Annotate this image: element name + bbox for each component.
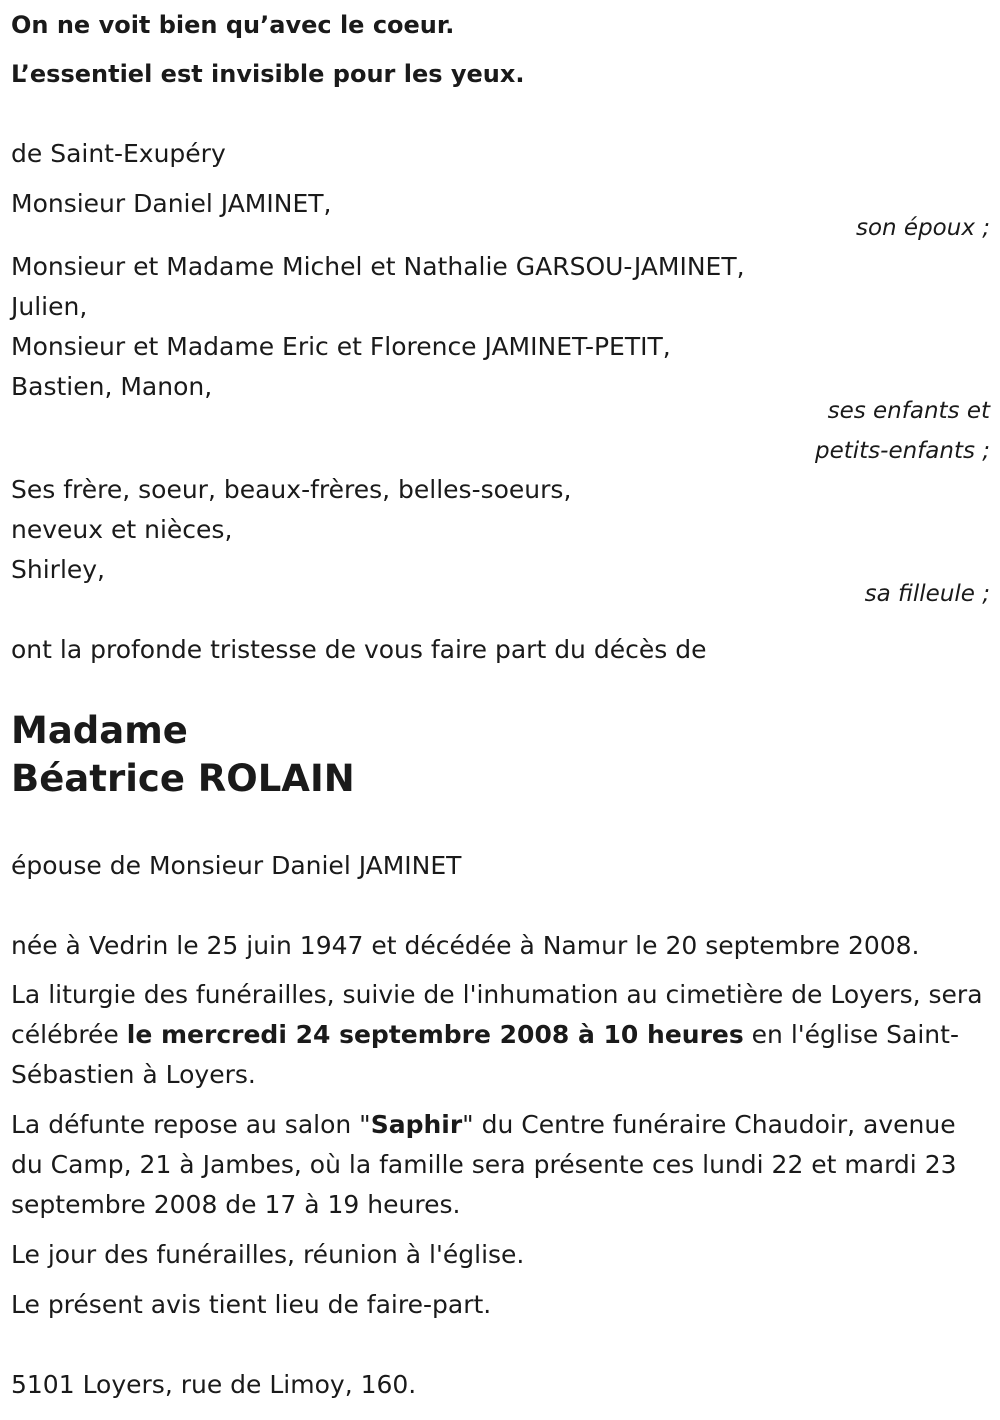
liturgy-paragraph xyxy=(11,975,986,1095)
spouse-of: épouse de Monsieur Daniel JAMINET xyxy=(11,851,462,880)
address: 5101 Loyers, rue de Limoy, 160. xyxy=(11,1370,417,1399)
sibling-line-1: Ses frère, soeur, beaux-frères, belles-soeurs, xyxy=(11,475,572,504)
deceased-name: Béatrice ROLAIN xyxy=(11,757,355,800)
spouse-name: Monsieur Daniel JAMINET, xyxy=(11,189,332,218)
spouse-role: son époux ; xyxy=(855,215,990,241)
reunion-note: Le jour des funérailles, réunion à l'église. xyxy=(11,1240,525,1269)
rest-paragraph xyxy=(11,1105,986,1225)
epigraph-author: de Saint-Exupéry xyxy=(11,139,226,168)
liturgy-date: le mercredi 24 septembre 2008 à 10 heures xyxy=(126,1020,744,1049)
notice-note: Le présent avis tient lieu de faire-part. xyxy=(11,1290,492,1319)
rest-text-2: " du Centre funéraire Chaudoir, avenue du Camp, 21 à Jambes, où la famille sera présente ces lundi 22 et mardi 23 septembre 2008 de 17 à 19 heures. xyxy=(11,1110,957,1219)
birth-death: née à Vedrin le 25 juin 1947 et décédée à Namur le 20 septembre 2008. xyxy=(11,931,920,960)
rest-text-1: La défunte repose au salon " xyxy=(11,1110,371,1139)
child-line-2: Julien, xyxy=(11,292,88,321)
liturgy-text-1: La liturgie des funérailles, suivie de l'inhumation au cimetière de Loyers, sera célébrée xyxy=(11,980,983,1049)
announcement: ont la profonde tristesse de vous faire part du décès de xyxy=(11,635,707,664)
child-line-1: Monsieur et Madame Michel et Nathalie GARSOU-JAMINET, xyxy=(11,252,745,281)
epigraph-line-2: L’essentiel est invisible pour les yeux. xyxy=(11,60,525,88)
children-role-line-2: petits-enfants ; xyxy=(814,438,990,464)
goddaughter-role: sa filleule ; xyxy=(864,581,990,607)
deceased-title: Madame xyxy=(11,709,188,752)
liturgy-text-2: en l'église Saint-Sébastien à Loyers. xyxy=(11,1020,959,1089)
child-line-4: Bastien, Manon, xyxy=(11,372,213,401)
child-line-3: Monsieur et Madame Eric et Florence JAMINET-PETIT, xyxy=(11,332,671,361)
sibling-line-3: Shirley, xyxy=(11,555,106,584)
epigraph-line-1: On ne voit bien qu’avec le coeur. xyxy=(11,11,455,39)
sibling-line-2: neveux et nièces, xyxy=(11,515,233,544)
children-role-line-1: ses enfants et xyxy=(827,398,990,424)
salon-name: Saphir xyxy=(370,1110,463,1139)
